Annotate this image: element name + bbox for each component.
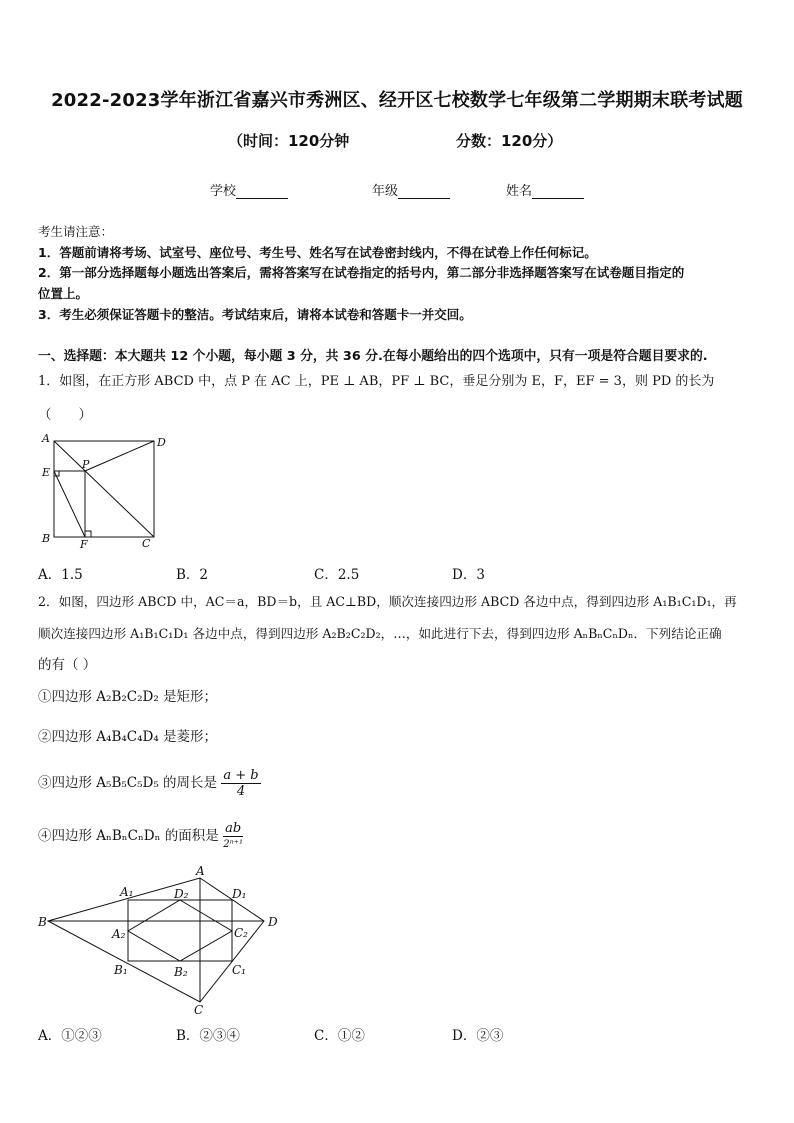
q2-statement-3-text: ③四边形 A₅B₅C₅D₅ 的周长是 <box>38 775 218 791</box>
q2-label-c2: C₂ <box>234 926 248 940</box>
q1-option-d: D．3 <box>452 567 485 583</box>
q1-option-c: C．2.5 <box>314 567 360 583</box>
q2-option-a: A．①②③ <box>38 1028 102 1044</box>
name-label: 姓名 <box>506 184 533 199</box>
school-field <box>210 180 288 199</box>
name-field <box>506 180 584 199</box>
q1-label-e: E <box>42 466 51 479</box>
q1-label-d: D <box>157 436 166 449</box>
fraction-area-denominator: 2ⁿ⁺¹ <box>223 839 243 850</box>
q2-label-c: C <box>194 1003 204 1017</box>
note-item-2-cont: 位置上。 <box>38 286 89 301</box>
q2-label-b1: B₁ <box>114 963 128 977</box>
rectangle-a1b1c1d1 <box>128 900 232 961</box>
school-blank <box>236 184 288 199</box>
fraction-area-numerator: ab <box>225 821 242 836</box>
exam-score: 分数：120分） <box>456 132 563 150</box>
q1-stem: 1．如图，在正方形 ABCD 中，点 P 在 AC 上，PE ⊥ AB，PF ⊥ BC，垂足分别为 E，F，EF = 3，则 PD 的长为 <box>38 374 715 389</box>
fraction-perimeter <box>221 768 260 799</box>
q1-label-b: B <box>42 532 51 545</box>
q2-statement-1: ①四边形 A₂B₂C₂D₂ 是矩形； <box>38 689 218 705</box>
segment-pd <box>85 441 154 471</box>
q2-statement-4 <box>38 821 243 852</box>
segment-ef <box>54 471 85 537</box>
q2-label-a1: A₁ <box>120 885 134 899</box>
fraction-perimeter-numerator: a + b <box>223 768 259 783</box>
q1-option-b: B．2 <box>176 567 209 583</box>
note-item-1: 1．答题前请将考场、试室号、座位号、考生号、姓名写在试卷密封线内，不得在试卷上作任何标记。 <box>38 245 597 260</box>
fraction-perimeter-denominator: 4 <box>236 784 246 799</box>
q2-label-d: D <box>268 915 278 929</box>
section-1-heading: 一、选择题：本大题共 12 个小题，每小题 3 分，共 36 分.在每小题给出的四个选项中，只有一项是符合题目要求的. <box>38 349 708 364</box>
q1-label-f: F <box>80 538 88 551</box>
diagonal-ac <box>54 441 154 537</box>
rhombus-a2b2c2d2 <box>128 900 232 961</box>
q1-label-a: A <box>42 432 50 445</box>
name-blank <box>532 184 584 199</box>
q2-label-c1: C₁ <box>232 963 246 977</box>
q1-figure <box>36 430 166 552</box>
q2-statement-2: ②四边形 A₄B₄C₄D₄ 是菱形； <box>38 729 218 745</box>
grade-blank <box>398 184 450 199</box>
q2-option-b: B．②③④ <box>176 1028 240 1044</box>
q2-label-b: B <box>38 915 47 929</box>
right-angle-f <box>85 531 91 537</box>
exam-time: （时间：120分钟 <box>228 132 350 150</box>
q2-label-d2: D₂ <box>174 887 189 901</box>
q2-label-b2: B₂ <box>174 965 188 979</box>
q2-stem-line-2: 顺次连接四边形 A₁B₁C₁D₁ 各边中点，得到四边形 A₂B₂C₂D₂，…，如此进行下去，得到四边形 AₙBₙCₙDₙ．下列结论正确 <box>38 626 722 641</box>
note-item-3: 3．考生必须保证答题卡的整洁。考试结束后，请将本试卷和答题卡一并交回。 <box>38 307 472 322</box>
q2-figure <box>32 862 292 1022</box>
q2-option-d: D．②③ <box>452 1028 504 1044</box>
q2-option-c: C．①② <box>314 1028 365 1044</box>
school-label: 学校 <box>210 184 237 199</box>
fraction-area <box>223 821 243 852</box>
q1-label-p: P <box>82 458 90 471</box>
grade-label: 年级 <box>372 184 399 199</box>
q2-label-d1: D₁ <box>232 887 247 901</box>
q2-statement-4-text: ④四边形 AₙBₙCₙDₙ 的面积是 <box>38 828 219 844</box>
q2-stem-line-3: 的有（ ） <box>38 657 97 673</box>
notes-heading: 考生请注意： <box>38 224 114 239</box>
grade-field <box>372 180 450 199</box>
q2-label-a2: A₂ <box>112 927 126 941</box>
q2-label-a: A <box>196 864 205 878</box>
page-title: 2022-2023学年浙江省嘉兴市秀洲区、经开区七校数学七年级第二学期期末联考试题 <box>51 90 743 111</box>
q2-statement-3 <box>38 768 261 799</box>
q2-stem-line-1: 2．如图，四边形 ABCD 中，AC＝a，BD＝b，且 AC⊥BD，顺次连接四边形 ABCD 各边中点，得到四边形 A₁B₁C₁D₁，再 <box>38 594 737 609</box>
note-item-2: 2．第一部分选择题每小题选出答案后，需将答案写在试卷指定的括号内，第二部分非选择题答案写在试卷题目指定的 <box>38 265 685 280</box>
q1-label-c: C <box>142 537 151 550</box>
q1-paren: （ ） <box>38 407 92 423</box>
q1-option-a: A．1.5 <box>38 567 83 583</box>
